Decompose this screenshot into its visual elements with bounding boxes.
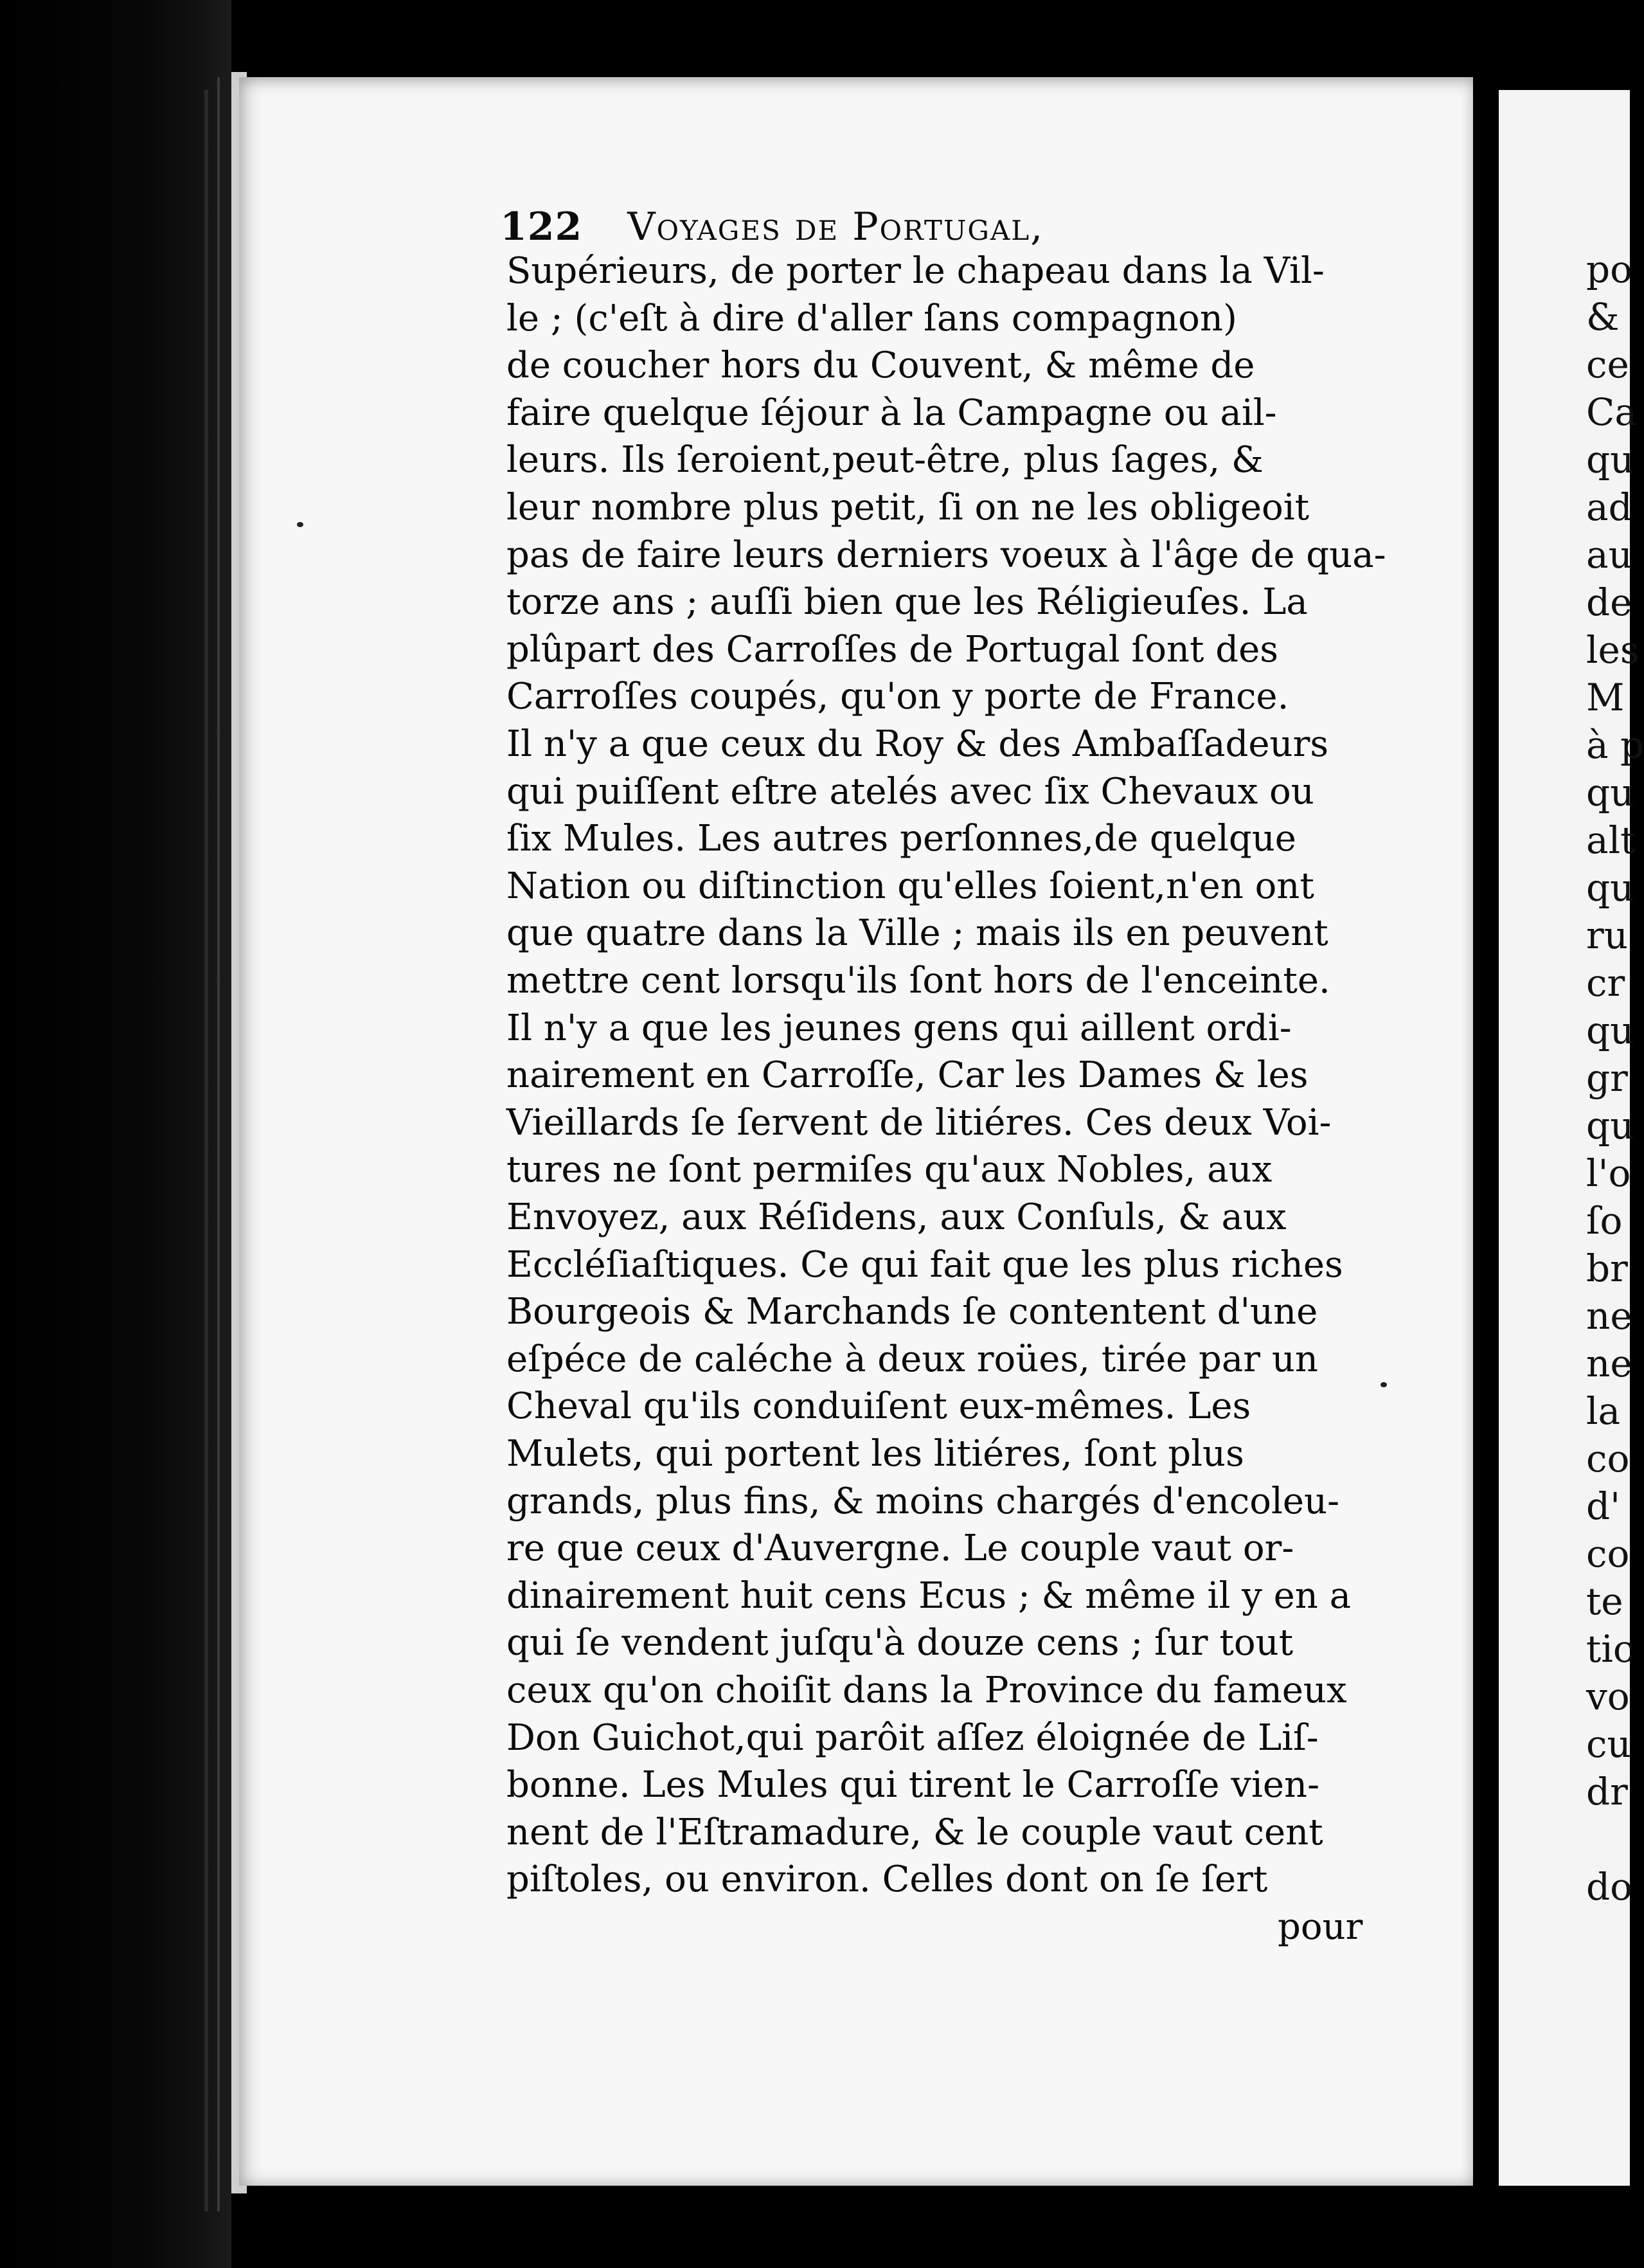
text-line: torze ans ; auſſi bien que les Réligieuſes. La — [506, 581, 1308, 624]
text-line: Envoyez, aux Réſidens, aux Conſuls, & aux — [506, 1196, 1287, 1238]
text-line: le ; (c'eſt à dire d'aller ſans compagnon) — [506, 297, 1237, 339]
facing-page — [1499, 90, 1644, 2186]
facing-page-fragment: qu — [1586, 1104, 1634, 1148]
facing-page-fragment: cr — [1586, 961, 1625, 1005]
facing-page-fragment: à p — [1586, 723, 1644, 767]
text-line: Carroſſes coupés, qu'on y porte de France. — [506, 676, 1289, 718]
text-line: Nation ou diſtinction qu'elles ſoient,n'en ont — [506, 865, 1314, 907]
facing-page-fragment: gr — [1586, 1056, 1628, 1100]
facing-page-fragment: do — [1586, 1865, 1633, 1909]
facing-page-fragment: vo — [1586, 1675, 1630, 1718]
facing-page-fragment: te — [1586, 1580, 1623, 1623]
facing-page-fragment: cu — [1586, 1722, 1631, 1766]
text-line: grands, plus fins, & moins chargés d'encoleu- — [506, 1480, 1340, 1522]
text-line: Vieillards ſe ſervent de litiéres. Ces deux Voi- — [506, 1101, 1332, 1144]
book-binding — [0, 0, 231, 2268]
text-line: dinairement huit cens Ecus ; & même il y en a — [506, 1574, 1352, 1617]
facing-page-fragment: ne — [1586, 1294, 1632, 1338]
facing-page-fragment: d' — [1586, 1484, 1621, 1528]
facing-page-fragment: tic — [1586, 1627, 1634, 1671]
text-line: que quatre dans la Ville ; mais ils en peuvent — [506, 912, 1328, 955]
facing-page-fragment: ad — [1586, 485, 1632, 529]
text-line: Mulets, qui portent les litiéres, ſont plus — [506, 1433, 1244, 1475]
text-line: tures ne ſont permiſes qu'aux Nobles, aux — [506, 1149, 1273, 1191]
facing-page-fragment: & — [1586, 295, 1620, 339]
text-line: eſpéce de caléche à deux roües, tirée par un — [506, 1338, 1318, 1380]
text-line: bonne. Les Mules qui tirent le Carroſſe vien- — [506, 1764, 1320, 1806]
text-line: plûpart des Carroſſes de Portugal ſont des — [506, 628, 1279, 670]
text-line: mettre cent lorsqu'ils ſont hors de l'enceinte. — [506, 960, 1330, 1002]
text-line: leur nombre plus petit, ſi on ne les obligeoit — [506, 487, 1310, 528]
facing-page-fragment: br — [1586, 1246, 1628, 1290]
facing-page-fragment: ce — [1586, 343, 1629, 386]
catchword: pour — [1278, 1906, 1363, 1948]
text-line: Supérieurs, de porter le chapeau dans la Vil- — [506, 250, 1325, 292]
facing-page-fragment: au — [1586, 533, 1632, 577]
facing-page-fragment: co — [1586, 1437, 1630, 1480]
facing-page-fragment: M — [1586, 676, 1625, 719]
facing-page-fragment: de — [1586, 580, 1632, 624]
facing-page-fragment: ru — [1586, 914, 1629, 957]
facing-page-fragment: ſo — [1586, 1199, 1623, 1243]
facing-page-fragment: ne — [1586, 1342, 1632, 1385]
facing-page-fragment: les — [1586, 628, 1640, 672]
text-line: pas de faire leurs derniers voeux à l'âge de qua- — [506, 534, 1386, 576]
text-line: qui ſe vendent juſqu'à douze cens ; ſur tout — [506, 1622, 1294, 1664]
text-line: de coucher hors du Couvent, & même de — [506, 345, 1255, 387]
facing-page-fragment: la — [1586, 1389, 1621, 1433]
facing-page-fragment: co — [1586, 1532, 1630, 1576]
text-line: ceux qu'on choiſit dans la Province du fameux — [506, 1670, 1347, 1711]
facing-page-fragment: Ca — [1586, 390, 1637, 434]
facing-page-fragment: l'o — [1586, 1151, 1631, 1195]
text-line: faire quelque ſéjour à la Campagne ou ail- — [506, 392, 1277, 434]
page-gutter — [1473, 0, 1499, 2268]
page-number: 122 — [500, 204, 583, 249]
running-title: Voyages de Portugal, — [627, 204, 1044, 249]
text-line: Il n'y a que les jeunes gens qui aillent ordi- — [506, 1007, 1292, 1049]
text-line: Cheval qu'ils conduiſent eux-mêmes. Les — [506, 1385, 1251, 1428]
facing-page-fragment: qu — [1586, 438, 1634, 482]
facing-page-fragment: alt — [1586, 818, 1636, 862]
facing-page-fragment: qu — [1586, 771, 1634, 815]
text-line: Bourgeois & Marchands ſe contentent d'une — [506, 1291, 1318, 1333]
facing-page-fragment: qu — [1586, 866, 1634, 910]
text-line: qui puiſſent eſtre atelés avec ſix Chevaux ou — [506, 770, 1314, 813]
facing-page-fragment: dr — [1586, 1770, 1628, 1814]
text-line: piſtoles, ou environ. Celles dont on ſe ſert — [506, 1859, 1268, 1901]
facing-page-fragment: qu — [1586, 1009, 1634, 1052]
ink-speck — [1380, 1382, 1387, 1387]
text-line: re que ceux d'Auvergne. Le couple vaut or- — [506, 1527, 1294, 1570]
ink-speck — [297, 522, 303, 527]
text-line: Il n'y a que ceux du Roy & des Ambaſſadeurs — [506, 723, 1329, 765]
text-line: nairement en Carroſſe, Car les Dames & les — [506, 1054, 1309, 1097]
binding-edge-line — [217, 77, 220, 2211]
facing-page-fragment: po — [1586, 248, 1633, 291]
text-line: ſix Mules. Les autres perſonnes,de quelque — [506, 818, 1296, 860]
text-line: nent de l'Eſtramadure, & le couple vaut cent — [506, 1811, 1323, 1853]
binding-edge-line — [204, 90, 208, 2211]
text-line: Eccléſiaſtiques. Ce qui fait que les plus riches — [506, 1243, 1343, 1286]
running-head — [500, 204, 1044, 249]
text-line: Don Guichot,qui parôit aſſez éloignée de Liſ- — [506, 1716, 1319, 1759]
text-line: leurs. Ils ſeroient,peut-être, plus ſages, & — [506, 439, 1264, 482]
